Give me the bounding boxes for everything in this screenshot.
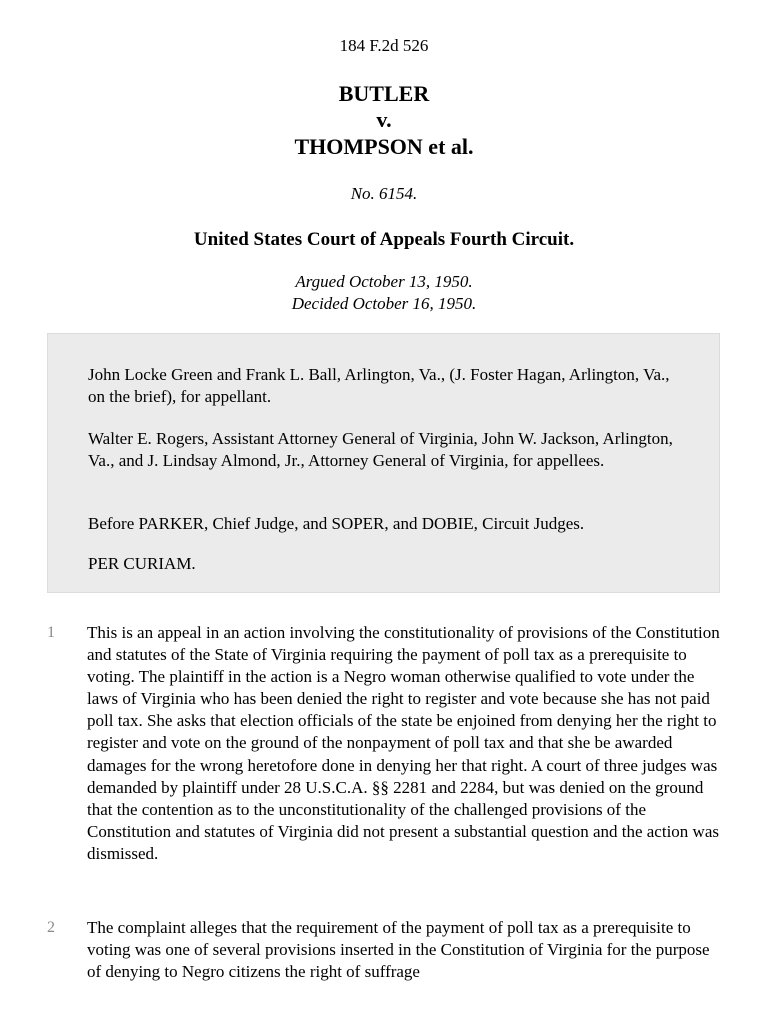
paragraph-text: The complaint alleges that the requirement of the payment of poll tax as a prerequisite to voting was one of several provisions inserted in the Constitution of Virginia for the purpose of denying to Negro citizens the right of suffrage: [87, 918, 710, 982]
per-curiam: PER CURIAM.: [88, 554, 196, 573]
versus-label: v.: [376, 107, 392, 132]
court-name: United States Court of Appeals Fourth Circuit.: [193, 229, 575, 250]
paragraph-number[interactable]: 2: [47, 919, 55, 936]
argued-date: Argued October 13, 1950.: [295, 272, 473, 291]
decided-date: Decided October 16, 1950.: [291, 294, 477, 313]
case-dates: [0, 271, 768, 315]
appellee-name: THOMPSON et al.: [294, 134, 474, 159]
bench-panel: Before PARKER, Chief Judge, and SOPER, and DOBIE, Circuit Judges.: [88, 514, 585, 533]
counsel-appellant: John Locke Green and Frank L. Ball, Arlington, Va., (J. Foster Hagan, Arlington, Va., on the brief), for appellant.: [88, 365, 670, 406]
paragraph-number[interactable]: 1: [47, 624, 55, 641]
appellant-name: BUTLER: [338, 81, 430, 106]
counsel-appellees: Walter E. Rogers, Assistant Attorney General of Virginia, John W. Jackson, Arlington, Va., and J. Lindsay Almond, Jr., Attorney General of Virginia, for appellees.: [88, 429, 673, 470]
paragraph-text: This is an appeal in an action involving the constitutionality of provisions of the Constitution and statutes of the State of Virginia requiring the payment of poll tax as a prerequisite to voting. The plaintiff in the action is a Negro woman otherwise qualified to vote under the laws of Virginia who has been denied the right to register and vote because she has not paid poll tax. She asks that election officials of the state be enjoined from denying her the right to register and vote on the ground of the nonpayment of poll tax and that she be awarded damages for the wrong heretofore done in denying her that right. A court of three judges was demanded by plaintiff under 28 U.S.C.A. §§ 2281 and 2284, but was denied on the ground that the contention as to the unconstitutionality of the challenged provisions of the Constitution and statutes of Virginia did not present a substantial question and the action was dismissed.: [87, 623, 720, 863]
case-citation: 184 F.2d 526: [339, 36, 429, 55]
docket-number: No. 6154.: [350, 184, 418, 203]
counsel-box: [47, 333, 720, 593]
